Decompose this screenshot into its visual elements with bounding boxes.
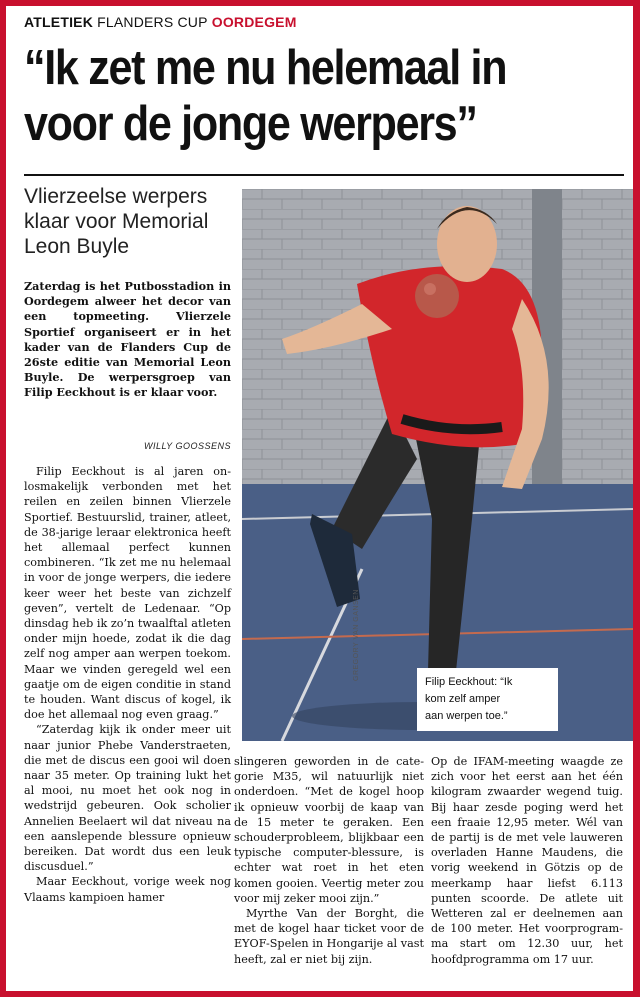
column-1-paragraph: Filip Eeckhout is al jaren onlosmakelijk verbonden met het reilen en zeilen binnen Vlierzele Sportief. Bestuurslid, trainer, atleet, de 38-jarige leraar elektronica heeft het allemaal perfect kunnen combineren. “Ik zet me nu helemaal in voor de jonge werpers, die iedere keer weer het beste van zichzelf geven”, vertelt de Ledenaar. “Op dinsdag heb ik zo’n twaalftal atleten onder mijn hoede, zodat ik die dag zelf nog amper aan werpen toekom. Maar we vinden geregeld wel een gaatje om de eigen conditie in stand te houden. Want discus of kogel, ik doe het allemaal nog even graag.” — [24, 465, 231, 722]
kicker-place: OORDEGEM — [211, 14, 297, 30]
column-1-paragraph: Maar Eeckhout, vorige week nog Vlaams kampioen hamer — [24, 875, 231, 904]
caption-line-1: Filip Eeckhout: “Ik — [425, 676, 513, 688]
photo-credit: GREGORY VAN GANSEN — [353, 589, 360, 681]
column-2-paragraph: Myrthe Van der Borght, die met de kogel haar ticket voor de EYOF-Spelen in Hongarije al vast heeft, zal er niet bij zijn. — [234, 907, 424, 966]
column-3-paragraph: Op de IFAM-meeting waagde ze zich voor het eerst aan het één kilogram zwaarder wegend tuig. Bij haar zesde poging werd het een fraaie 12,95 meter. Wél van de partij is de met vele lauweren overladen Hanne Maudens, die vorig weekend in Götzis op de meerkamp haar liefst 6.113 punten scoorde. De atlete uit Wetteren zal er deelnemen aan de 100 meter. Het voorprogramma start om 12.30 uur, het hoofdprogramma om 17 uur. — [431, 755, 623, 966]
caption-line-3: aan werpen toe.” — [425, 710, 508, 722]
article-column-2 — [234, 754, 424, 967]
headline-line-2: voor de jonge werpers” — [24, 97, 477, 151]
article-subheading: Vlierzeelse werpers klaar voor Memorial Leon Buyle — [24, 185, 209, 258]
athlete-photo-illustration — [242, 189, 633, 741]
article-photo — [242, 189, 633, 741]
article-author: WILLY GOOSSENS — [143, 441, 231, 451]
article-column-3 — [431, 754, 623, 967]
headline-divider — [24, 174, 624, 176]
article-column-1 — [24, 464, 231, 905]
kicker-series: FLANDERS CUP — [97, 14, 208, 30]
article-intro: Zaterdag is het Putbosstadion in Oordegem alweer het decor van een topmeeting. Vlierzele Sportief organiseert er in het kader van de Flanders Cup de 26ste editie van Memorial Leon Buyle. De werpersgroep van Filip Eeckhout is er klaar voor. — [24, 279, 231, 400]
caption-line-2: kom zelf amper — [425, 693, 501, 705]
newspaper-page — [6, 6, 633, 991]
article-headline — [24, 40, 552, 152]
headline-line-1: “Ik zet me nu helemaal in — [24, 41, 507, 95]
column-2-paragraph: slingeren geworden in de categorie M35, wil natuurlijk niet onderdoen. “Met de kogel hoop ik opnieuw voorbij de kaap van de 15 meter te geraken. Een schouderprobleem, blijkbaar een typische computer-blessure, is echter wat roet in het eten komen gooien. Veertig meter zou voor mij zeker mooi zijn.” — [234, 755, 424, 905]
column-1-paragraph: “Zaterdag kijk ik onder meer uit naar junior Phebe Vanderstraeten, die met de discus een gooi wil doen naar 35 meter. Op training lukt het al mooi, nu moet het ook nog in wedstrijd gebeuren. Ook scholier Annelien Beelaert wil dat niveau na een aanslepende blessure opnieuw bereiken. Dat wordt dus een leuk discusduel.” — [24, 723, 231, 874]
photo-caption — [417, 668, 558, 731]
kicker-section: ATLETIEK — [24, 14, 94, 30]
article-kicker — [24, 14, 297, 30]
